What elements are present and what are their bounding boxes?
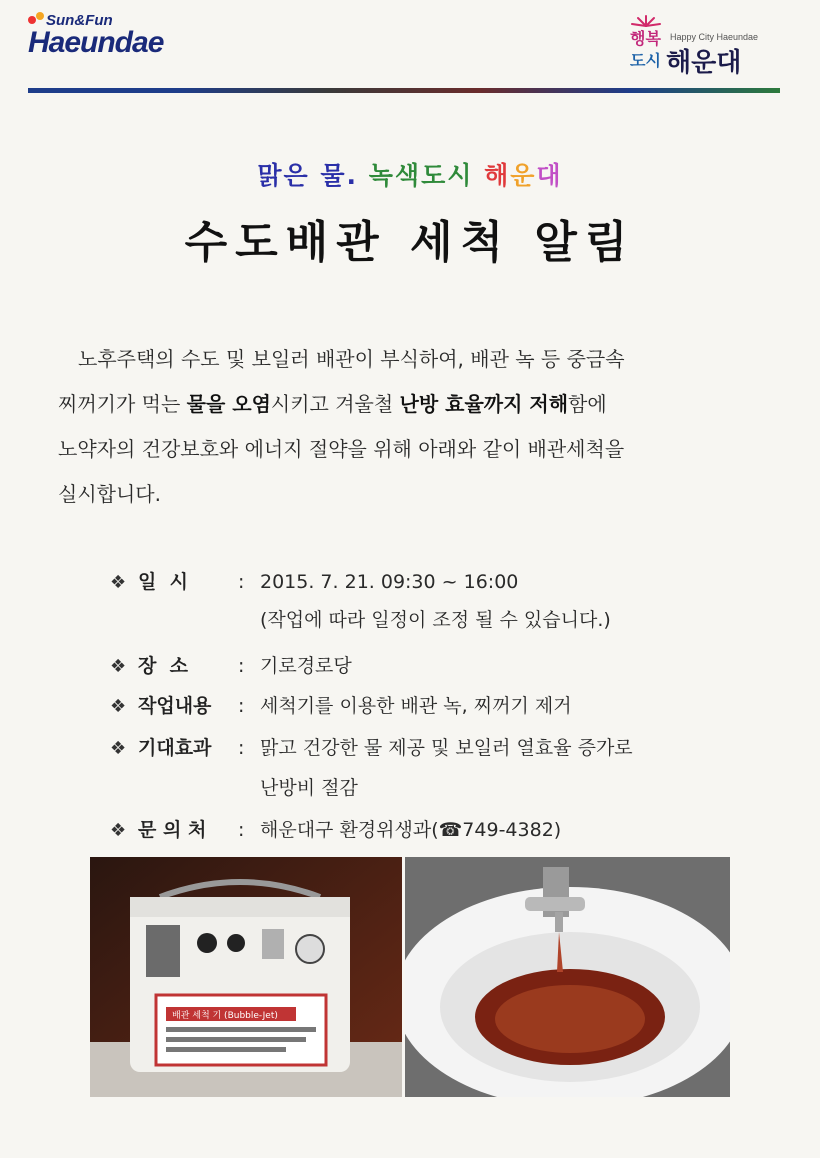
- diamond-bullet-icon: ❖: [110, 738, 127, 759]
- contact-label: 문 의 처: [138, 819, 207, 841]
- intro-text: 시키고 겨울철: [270, 392, 400, 416]
- logo-right-line2b: 해운대: [666, 48, 742, 78]
- intro-text: 함에: [568, 392, 607, 416]
- happy-city-haeundae-logo: [626, 12, 776, 82]
- detail-row-work: [110, 691, 572, 718]
- date-label: 일 시: [138, 571, 188, 593]
- logo-right-line2a: 도시: [630, 51, 661, 70]
- intro-line: [58, 382, 778, 427]
- logo-right-line1: 행복: [630, 29, 661, 48]
- logo-right-happy: Happy City Haeundae: [670, 32, 759, 42]
- intro-line: [58, 337, 778, 382]
- logo-dot-icon: [36, 12, 44, 20]
- logo-left-main: Haeundae: [28, 26, 164, 59]
- sink-illustration: [405, 857, 730, 1097]
- sun-fun-haeundae-logo: [28, 12, 168, 72]
- diamond-bullet-icon: ❖: [110, 696, 127, 717]
- slogan: [0, 156, 820, 192]
- effect-value: 맑고 건강한 물 제공 및 보일러 열효율 증가로: [260, 737, 633, 759]
- place-label: 장 소: [138, 655, 188, 677]
- slogan-h3: 대: [536, 161, 563, 190]
- work-label: 작업내용: [138, 695, 212, 717]
- colon: :: [238, 695, 245, 717]
- contact-value: 해운대구 환경위생과(☎749-4382): [260, 819, 562, 841]
- colon: :: [238, 655, 245, 677]
- intro-paragraph: [58, 337, 778, 517]
- intro-text: 찌꺼기가 먹는: [58, 392, 187, 416]
- colon: :: [238, 737, 245, 759]
- intro-line1: 노후주택의 수도 및 보일러 배관이 부식하여, 배관 녹 등 중금속: [78, 347, 625, 371]
- colon: :: [238, 819, 245, 841]
- rusty-water-sink-photo: [405, 857, 730, 1097]
- effect-label: 기대효과: [138, 737, 212, 759]
- date-note: (작업에 따라 일정이 조정 될 수 있습니다.): [260, 609, 611, 631]
- slogan-h2: 운: [510, 161, 537, 190]
- slogan-part2: 녹색도시: [368, 161, 474, 190]
- detail-row-contact: [110, 815, 561, 842]
- colon: :: [238, 571, 245, 593]
- intro-emphasis: 난방 효율까지 저해: [399, 392, 569, 416]
- date-value: 2015. 7. 21. 09:30 ~ 16:00: [260, 571, 519, 593]
- intro-emphasis: 물을 오염: [186, 392, 271, 416]
- diamond-bullet-icon: ❖: [110, 572, 127, 593]
- diamond-bullet-icon: ❖: [110, 656, 127, 677]
- work-value: 세척기를 이용한 배관 녹, 찌꺼기 제거: [260, 695, 572, 717]
- effect-value-cont: 난방비 절감: [260, 777, 358, 799]
- detail-row-date: [110, 567, 518, 594]
- intro-line: [58, 472, 778, 517]
- intro-line: [58, 427, 778, 472]
- cleaning-machine-photo: [90, 857, 402, 1097]
- slogan-h1: 해: [484, 161, 511, 190]
- machine-label: 배관 세척 기 (Bubble-Jet): [172, 1011, 278, 1021]
- intro-line3: 노약자의 건강보호와 에너지 절약을 위해 아래와 같이 배관세척을: [58, 437, 625, 461]
- logo-left-top: Sun&Fun: [46, 12, 113, 29]
- slogan-part1: 맑은 물.: [257, 161, 359, 190]
- logo-dot-icon: [28, 16, 36, 24]
- intro-line4: 실시합니다.: [58, 482, 161, 506]
- detail-row-place: [110, 651, 352, 678]
- diamond-bullet-icon: ❖: [110, 820, 127, 841]
- detail-row-effect: [110, 733, 633, 760]
- header-divider: [28, 88, 780, 93]
- place-value: 기로경로당: [260, 655, 352, 677]
- page-title: 수도배관 세척 알림: [184, 217, 636, 268]
- cleaning-machine-illustration: [90, 857, 402, 1097]
